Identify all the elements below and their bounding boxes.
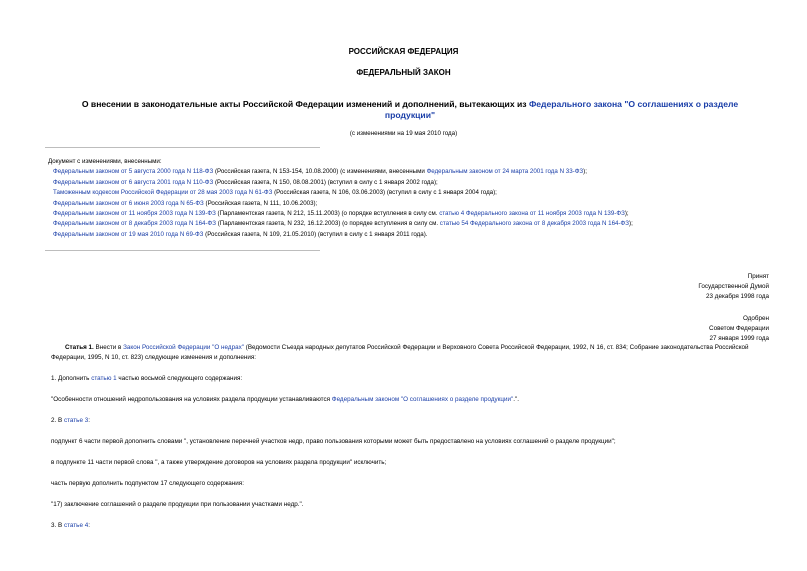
paragraph-2 [51, 396, 519, 403]
paragraph-6: часть первую дополнить подпунктом 17 следующего содержания: [51, 480, 244, 487]
article-1-label: Статья 1. [65, 344, 94, 351]
change-item [48, 188, 788, 198]
change-item-text: (Российская газета, N 109, 21.05.2010) (вступил в силу с 1 января 2011 года). [203, 230, 428, 238]
law-title-text: О внесении в законодательные акты Российской Федерации изменений и дополнений, вытекающих из [81, 99, 529, 109]
adoption-council-date: 27 января 1999 года [709, 335, 769, 343]
article-1-link[interactable]: статью 1 [91, 375, 117, 382]
law-title [60, 99, 760, 121]
amending-law-link[interactable]: Федеральным законом от 6 июня 2003 года N 65-ФЗ [53, 199, 204, 207]
change-item [48, 219, 788, 229]
paragraph-text: "Особенности отношений недропользования на условиях раздела продукции устанавливаются [51, 396, 332, 403]
paragraph-1 [51, 375, 242, 382]
paragraph-text: : [88, 522, 90, 529]
amending-law-link[interactable]: Федеральным законом от 8 декабря 2003 года N 164-ФЗ [53, 220, 216, 228]
changes-intro: Документ с изменениями, внесенными: [48, 158, 162, 165]
change-item-text: (Парламентская газета, N 232, 16.12.2003) (о порядке вступления в силу см. [215, 220, 440, 228]
related-law-link[interactable]: статью 54 Федерального закона от 8 декабря 2003 года N 164-ФЗ [439, 220, 630, 228]
change-item-text: (Российская газета, N 111, 10.06.2003); [203, 199, 318, 207]
article-1-text-2: (Ведомости Съезда народных депутатов Российской Федерации и Верховного Совета Российской Федерации, 1992, N 16, ст. 834; Собрание законодательства Российской Федерации, 1995, N 10, ст. 823) следующие изменения и дополнения: [51, 344, 749, 362]
doc-type-heading: ФЕДЕРАЛЬНЫЙ ЗАКОН [356, 68, 451, 77]
edition-note: (с изменениями на 19 мая 2010 года) [349, 130, 458, 137]
adoption-duma-line: Государственной Думой [698, 283, 769, 291]
adoption-council-line: Советом Федерации [709, 325, 769, 333]
change-item-tail: ); [583, 168, 587, 176]
paragraph-text: частью восьмой следующего содержания: [116, 375, 243, 382]
related-law-link[interactable]: статью 4 Федерального закона от 11 ноября 2003 года N 139-ФЗ [439, 210, 625, 218]
country-heading: РОССИЙСКАЯ ФЕДЕРАЦИЯ [348, 47, 459, 56]
related-law-link[interactable]: Федеральным законом от 24 марта 2001 года N 33-ФЗ [426, 168, 584, 176]
paragraph-7: "17) заключение соглашений о разделе продукции при пользовании участками недр.". [51, 501, 304, 508]
change-item [48, 167, 788, 177]
paragraph-text: .". [513, 396, 520, 403]
article-3-link[interactable]: статье 3 [63, 417, 89, 424]
adoption-council-line: Одобрен [742, 315, 769, 322]
changes-list [48, 157, 788, 240]
law-on-subsoil-link[interactable]: Закон Российской Федерации "О недрах" [123, 344, 244, 351]
paragraph-4: подпункт 6 части первой дополнить словами ", установление перечней участков недр, право пользования которыми может быть предоставлено на условиях соглашений о разделе продукции"; [51, 438, 616, 445]
paragraph-text: 3. В [51, 522, 64, 529]
paragraph-3 [51, 417, 90, 424]
change-item-tail: ); [629, 220, 633, 228]
adoption-duma-date: 23 декабря 1998 года [706, 293, 769, 301]
change-item [48, 199, 788, 209]
article-1-text: Внести в [93, 344, 124, 351]
change-item-text: (Российская газета, N 150, 08.08.2001) (вступил в силу с 1 января 2002 года); [213, 178, 438, 186]
amending-law-link[interactable]: Федеральным законом от 6 августа 2001 года N 110-ФЗ [53, 178, 214, 186]
divider-top [45, 147, 320, 148]
change-item [48, 209, 788, 219]
change-item [48, 230, 788, 240]
change-item [48, 178, 788, 188]
change-item-text: (Парламентская газета, N 212, 15.11.2003) (о порядке вступления в силу см. [215, 210, 440, 218]
adoption-council [709, 314, 769, 345]
article-4-link[interactable]: статье 4 [63, 522, 89, 529]
article-1 [51, 343, 766, 364]
divider-bottom [45, 250, 320, 251]
amending-law-link[interactable]: Федеральным законом от 5 августа 2000 года N 118-ФЗ [53, 168, 214, 176]
paragraph-text: : [88, 417, 90, 424]
law-title-link[interactable]: Федерального закона "О соглашениях о разделе продукции" [384, 99, 739, 120]
paragraph-5: в подпункте 11 части первой слова ", а также утверждение договоров на условиях раздела продукции" исключить; [51, 459, 387, 466]
paragraph-text: 1. Дополнить [51, 375, 92, 382]
psa-law-link[interactable]: Федеральным законом "О соглашениях о разделе продукции" [331, 396, 514, 403]
adoption-duma [698, 272, 769, 303]
change-item-tail: ); [624, 210, 629, 218]
change-item-text: (Российская газета, N 153-154, 10.08.2000) (с изменениями, внесенными [213, 168, 427, 176]
adoption-duma-line: Принят [747, 273, 769, 280]
amending-law-link[interactable]: Федеральным законом от 19 мая 2010 года N 69-ФЗ [53, 230, 204, 238]
paragraph-text: 2. В [51, 417, 64, 424]
change-item-text: (Российская газета, N 106, 03.06.2003) (вступил в силу с 1 января 2004 года); [272, 189, 497, 197]
paragraph-8 [51, 522, 90, 529]
amending-law-link[interactable]: Таможенным кодексом Российской Федерации от 28 мая 2003 года N 61-ФЗ [53, 189, 273, 197]
amending-law-link[interactable]: Федеральным законом от 11 ноября 2003 года N 139-ФЗ [53, 210, 216, 218]
